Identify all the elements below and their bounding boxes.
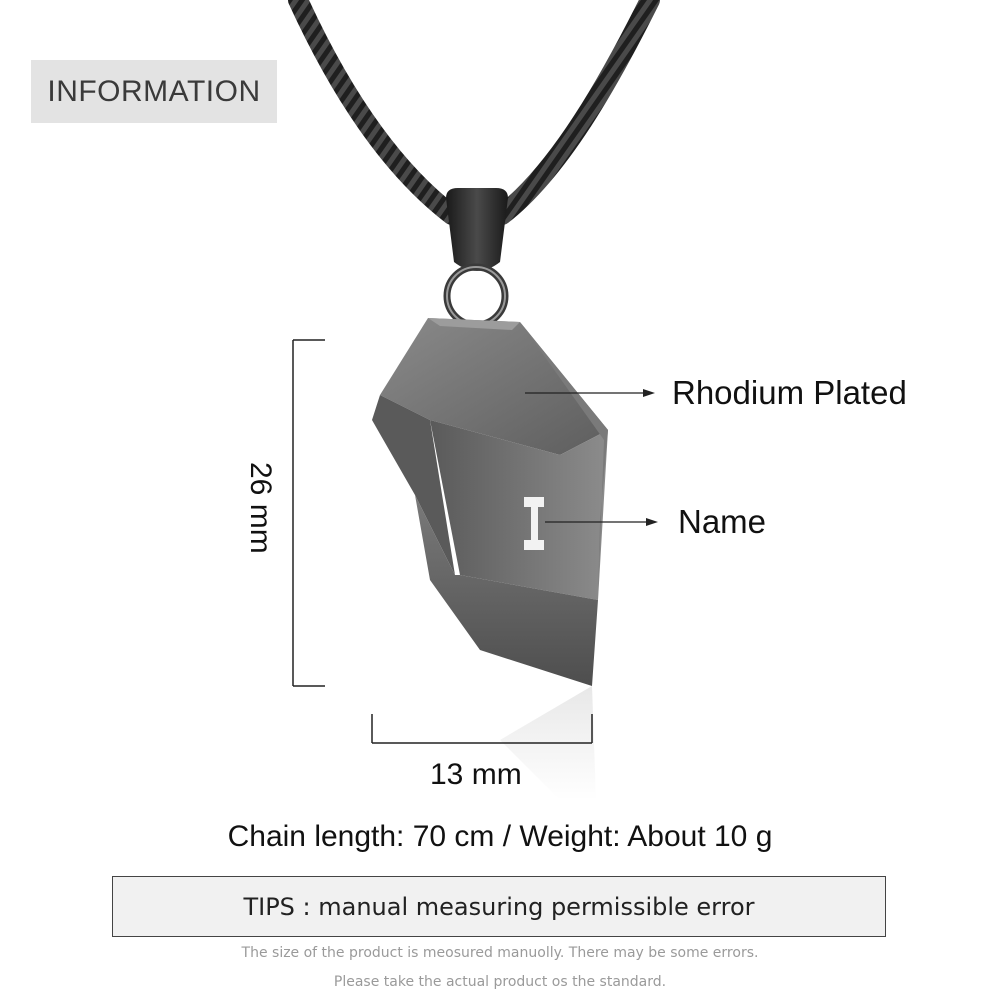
material-callout-label: Rhodium Plated (672, 374, 907, 411)
information-badge: INFORMATION (31, 60, 277, 123)
cord-left (298, 0, 452, 215)
bail (446, 188, 508, 271)
pendant (372, 318, 608, 686)
tips-text: TIPS : manual measuring permissible error (243, 892, 755, 921)
cord-right (502, 0, 650, 215)
height-dimension-bracket (293, 340, 325, 686)
actual-product-disclaimer-line: Please take the actual product os the standard. (333, 974, 667, 990)
height-dimension-label: 26 mm (244, 462, 277, 554)
specs-line: Chain length: 70 cm / Weight: About 10 g (227, 820, 773, 853)
tips-box (112, 876, 886, 937)
width-dimension-label: 13 mm (430, 758, 522, 791)
size-disclaimer-line: The size of the product is meosured manuolly. There may be some errors. (241, 945, 759, 961)
engraving-callout-label: Name (678, 503, 767, 540)
